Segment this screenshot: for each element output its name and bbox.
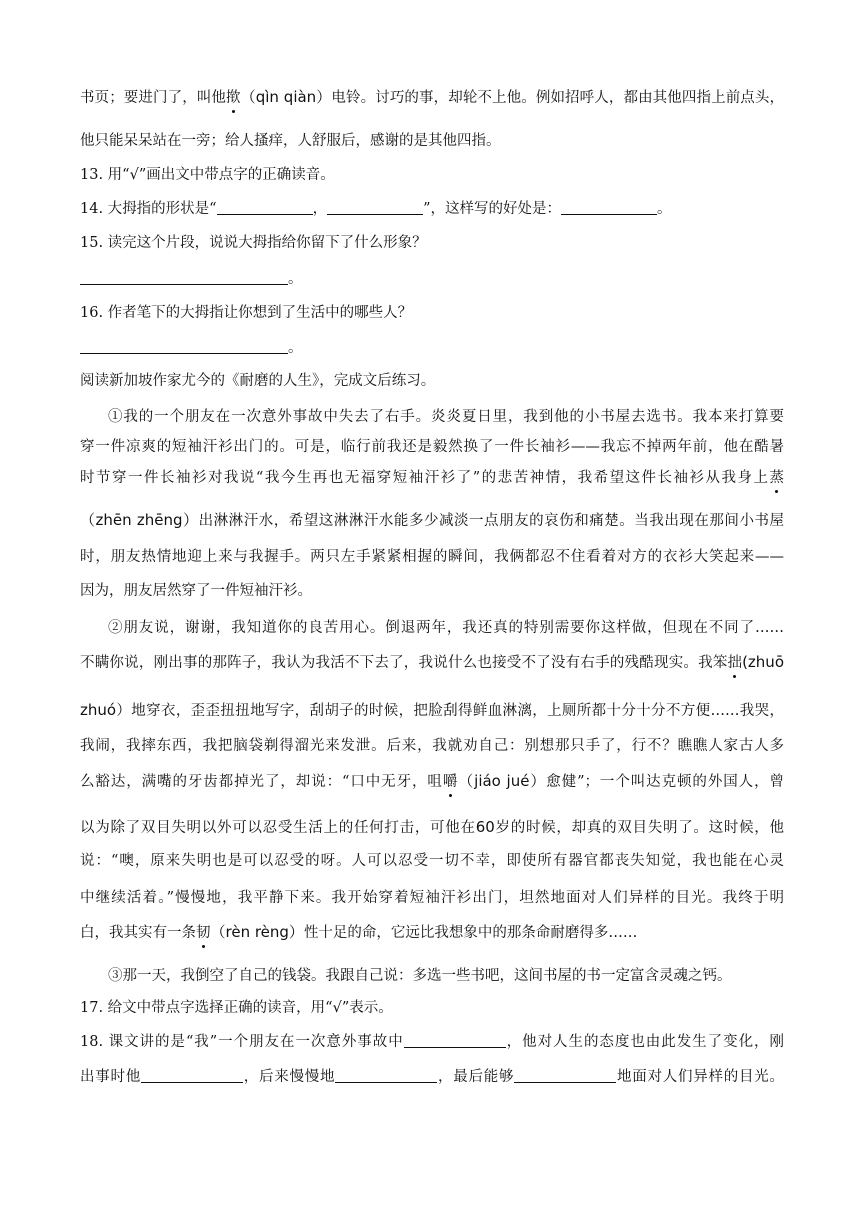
question-13: 13. 用“√”画出文中带点字的正确读音。: [80, 167, 335, 183]
para2-line7: 说：“噢，原来失明也是可以忍受的呀。人可以忍受一切不幸，即使所有器官都丧失知觉，我也能在心灵: [80, 853, 784, 869]
question-15-answer: 。: [80, 268, 784, 290]
para3: ③那一天，我倒空了自己的钱袋。我跟自己说：多选一些书吧，这间书屋的书一定富含灵魂之钙。: [108, 968, 732, 984]
question-18-line2: 出事时他 ，后来慢慢地 ，最后能够 地面对人们异样的目光。: [80, 1069, 784, 1085]
answer-blank[interactable]: [80, 338, 288, 354]
para1-line5: 时，朋友热情地迎上来与我握手。两只左手紧紧相握的瞬间，我俩都忍不住看着对方的衣衫大笑起来——: [80, 549, 784, 565]
dotted-char: 拙: [728, 652, 743, 674]
question-16: 16. 作者笔下的大拇指让你想到了生活中的哪些人？: [80, 305, 413, 321]
answer-blank[interactable]: [561, 199, 657, 215]
dotted-char: 蒸: [770, 467, 785, 489]
pinyin-options: （qìn qiàn）: [240, 88, 332, 106]
answer-blank[interactable]: [217, 199, 313, 215]
para2-line8: 中继续活着。”慢慢地，我平静下来。我开始穿着短袖汗衫出门，坦然地面对人们异样的目光。我终于明: [80, 890, 784, 906]
para1-line6: 因为，朋友居然穿了一件短袖汗衫。: [80, 583, 312, 599]
para1-line3: 时节穿一件长袖衫对我说“我今生再也无福穿短袖汗衫了”的悲苦神情，我希望这件长袖衫从我身上蒸: [80, 467, 784, 489]
pinyin-options: （zhēn zhēng）: [80, 511, 199, 529]
dotted-char: 嚼: [443, 771, 458, 793]
pinyin-options: zhuó: [80, 701, 117, 719]
answer-blank[interactable]: [141, 1067, 243, 1083]
reading-intro: 阅读新加坡作家尤今的《耐磨的人生》，完成文后练习。: [80, 373, 436, 389]
answer-blank[interactable]: [80, 269, 288, 285]
para2-line1: ②朋友说，谢谢，我知道你的良苦用心。倒退两年，我还真的特别需要你这样做，但现在不同了……: [108, 620, 784, 636]
para1-line1: ①我的一个朋友在一次意外事故中失去了右手。炎炎夏日里，我到他的小书屋去选书。我本来打算要: [108, 409, 784, 425]
para2-line9: 白，我其实有一条韧（rèn rèng）性十足的命，它远比我想象中的那条命耐磨得多……: [80, 921, 784, 943]
para1-line4: （zhēn zhēng）出淋淋汗水，希望这淋淋汗水能多少减淡一点朋友的哀伤和痛楚。当我出现在那间小书屋: [80, 511, 784, 529]
passage1-line2: 他只能呆呆站在一旁；给人搔痒，人舒服后，感谢的是其他四指。: [80, 133, 501, 149]
answer-blank[interactable]: [335, 1067, 437, 1083]
dotted-char: 韧: [196, 922, 211, 944]
para2-line5: 么豁达，满嘴的牙齿都掉光了，却说：“口中无牙，咀嚼（jiáo jué）愈健”；一个叫达克顿的外国人，曾: [80, 770, 784, 792]
question-16-answer: 。: [80, 337, 784, 359]
pinyin-options: (zhuō: [742, 653, 784, 671]
para2-line2: 不瞒你说，刚出事的那阵子，我认为我活不下去了，我说什么也接受不了没有右手的残酷现实。我笨拙(zhuō: [80, 651, 784, 673]
passage1-line1: 书页；要进门了，叫他揿（qìn qiàn）电铃。讨巧的事，却轮不上他。例如招呼人，都由其他四指上前点头，: [80, 86, 784, 108]
pinyin-options: （rèn rèng）: [210, 923, 304, 941]
pinyin-options: （jiáo jué）: [457, 772, 547, 790]
dotted-char: 揿: [226, 87, 241, 109]
question-18-line1: 18. 课文讲的是“我”一个朋友在一次意外事故中 ，他对人生的态度也由此发生了变化，刚: [80, 1034, 784, 1050]
para2-line6: 以为除了双目失明以外可以忍受生活上的任何打击，可他在60岁的时候，却真的双目失明了。这时候，他: [80, 818, 785, 836]
question-14: 14. 大拇指的形状是“ ， ”，这样写的好处是： 。: [80, 201, 672, 217]
answer-blank[interactable]: [404, 1032, 506, 1048]
para2-line4: 我闹，我摔东西，我把脑袋剃得溜光来发泄。后来，我就劝自己：别想那只手了，行不？瞧瞧人家古人多: [80, 738, 784, 754]
question-17: 17. 给文中带点字选择正确的读音，用“√”表示。: [80, 1000, 393, 1016]
answer-blank[interactable]: [514, 1067, 616, 1083]
para1-line2: 穿一件凉爽的短袖汗衫出门的。可是，临行前我还是毅然换了一件长袖衫——我忘不掉两年前，他在酷暑: [80, 439, 784, 455]
para2-line3: zhuó）地穿衣，歪歪扭扭地写字，刮胡子的时候，把脸刮得鲜血淋漓，上厕所都十分十分不方便……我哭，: [80, 701, 784, 719]
question-15: 15. 读完这个片段，说说大拇指给你留下了什么形象？: [80, 235, 427, 251]
answer-blank[interactable]: [327, 199, 423, 215]
